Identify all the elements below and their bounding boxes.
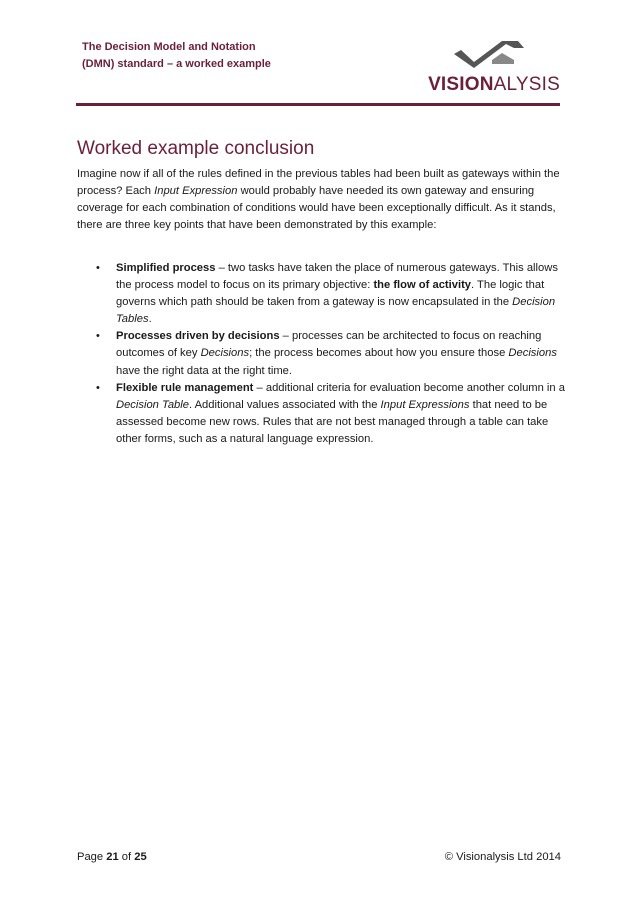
point-term: Processes driven by decisions — [116, 330, 280, 343]
point-emphasis: Decision Tables — [116, 296, 556, 326]
point-text: – processes can be architected to focus on reaching outcomes of key — [116, 330, 542, 360]
point-emphasis: Decisions — [200, 347, 250, 360]
logo-wordmark-bold: VISION — [428, 74, 494, 95]
document-title-line-1: The Decision Model and Notation — [82, 41, 256, 53]
bullet-icon: • — [96, 262, 100, 274]
point-text: – additional criteria for evaluation become another column in a — [253, 381, 565, 394]
point-bold-text: the flow of activity — [373, 279, 472, 292]
document-title — [82, 39, 342, 73]
list-item-flexible-rule-management — [77, 380, 567, 448]
section-heading: Worked example conclusion — [77, 138, 315, 159]
bullet-icon: • — [96, 330, 100, 343]
copyright-notice: © Visionalysis Ltd 2014 — [444, 851, 561, 863]
header-divider — [76, 103, 560, 106]
point-emphasis: Input Expressions — [380, 398, 470, 411]
intro-text-1: Imagine now if all of the rules defined in the previous tables had been built as gateways within the process? Each — [77, 168, 560, 198]
page-number — [77, 851, 147, 863]
point-text: – two tasks have taken the place of numerous gateways. This allows the process model to focus on its primary objective: — [116, 262, 558, 292]
point-text: that need to be assessed become new rows. Rules that are not best managed through a table can take other forms, such as a natural language expression. — [116, 398, 549, 445]
page-total: 25 — [134, 851, 147, 863]
key-points-list — [77, 260, 567, 448]
list-item-processes-driven-by-decisions — [77, 328, 567, 379]
bullet-icon: • — [96, 381, 100, 394]
intro-emphasis: Input Expression — [154, 185, 238, 198]
point-text: ; the process becomes about how you ensure those — [249, 347, 509, 360]
intro-text-2: would probably have needed its own gateway and ensuring coverage for each combination of conditions would have been exceptionally difficult. As it stands, there are three key points that have been demonstrated by this example: — [77, 185, 556, 232]
list-item-simplified-process — [77, 260, 567, 328]
document-title-line-2: (DMN) standard – a worked example — [82, 58, 271, 70]
page-footer — [77, 851, 561, 863]
point-text: . The logic that governs which path should be taken from a gateway is now encapsulated in the — [116, 279, 545, 309]
point-text: . Additional values associated with the — [188, 398, 381, 411]
point-text: . — [148, 313, 152, 326]
point-term: Simplified process — [116, 262, 216, 274]
point-term: Flexible rule management — [116, 381, 254, 394]
point-text: have the right data at the right time. — [116, 364, 292, 377]
point-emphasis: Decisions — [508, 347, 557, 360]
intro-paragraph — [77, 166, 567, 234]
page-current: 21 — [106, 851, 119, 863]
visionalysis-logo — [420, 38, 560, 98]
point-emphasis: Decision Table — [116, 398, 189, 411]
page-label: Page — [77, 851, 107, 863]
page-of: of — [118, 851, 135, 863]
logo-mark-icon — [452, 38, 532, 72]
logo-wordmark-light: ALYSIS — [493, 74, 560, 95]
logo-wordmark — [420, 74, 560, 96]
